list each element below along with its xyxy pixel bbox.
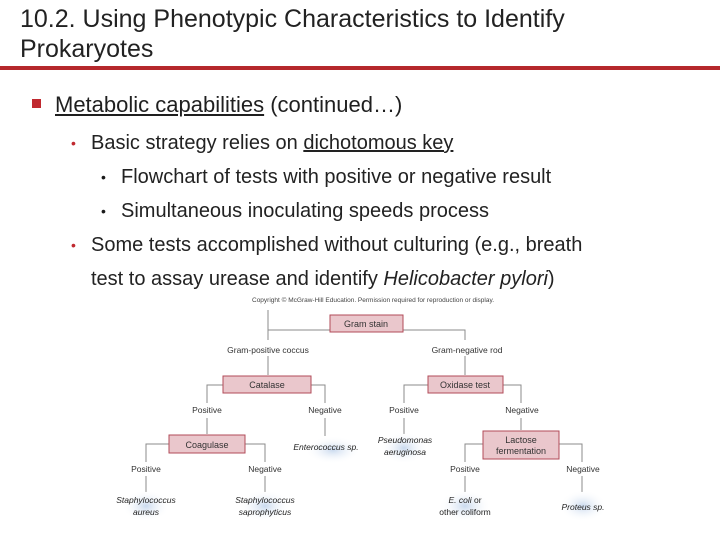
lactose-label-2: fermentation [495, 446, 547, 456]
bullet-strategy-underlined: dichotomous key [303, 132, 454, 154]
ecoli-label-2: other coliform [439, 507, 491, 517]
main-bullet [32, 92, 402, 118]
staph-aureus-label-1: Staphylococcus [116, 495, 176, 505]
proteus-label: Proteus sp. [561, 502, 605, 512]
slide-title: 10.2. Using Phenotypic Characteristics to Identify Prokaryotes [20, 5, 565, 63]
gram-positive-label: Gram-positive coccus [227, 345, 309, 355]
main-bullet-rest: (continued…) [264, 92, 403, 117]
main-bullet-underlined: Metabolic capabilities [55, 92, 265, 117]
square-bullet-icon [32, 99, 41, 108]
bullet-flowchart [101, 160, 552, 194]
dichotomous-key-figure [0, 290, 720, 540]
coagulase-positive-label: Positive [131, 464, 161, 474]
bullet-simultaneous-text: Simultaneous inoculating speeds process [121, 200, 489, 222]
pseudomonas-label-2: aeruginosa [383, 447, 427, 457]
oxidase-negative-label: Negative [505, 405, 539, 415]
bullet-strategy-prefix: Basic strategy relies on [91, 132, 304, 154]
bullet-culturing-line2-italic: Helicobacter pylori [383, 268, 548, 290]
bullet-culturing-line1: Some tests accomplished without culturing (e.g., breath [91, 234, 583, 256]
enterococcus-label: Enterococcus sp. [293, 442, 359, 452]
figure-copyright: Copyright © McGraw-Hill Education. Permission required for reproduction or display. [252, 297, 495, 304]
lactose-positive-label: Positive [450, 464, 480, 474]
coagulase-negative-label: Negative [248, 464, 282, 474]
gram-negative-label: Gram-negative rod [431, 345, 503, 355]
connector-leaves [146, 476, 582, 492]
bullet-culturing-line2-prefix: test to assay urease and identify [91, 268, 384, 290]
bullet-culturing [71, 228, 583, 296]
bullet-culturing-line2-suffix: ) [547, 268, 555, 290]
coagulase-label: Coagulase [185, 440, 229, 450]
catalase-negative-label: Negative [308, 405, 342, 415]
staph-sapro-label-2: saprophyticus [238, 507, 292, 517]
bullet-dot-icon: • [101, 203, 106, 219]
bullet-dot-icon: • [71, 135, 76, 151]
lactose-negative-label: Negative [566, 464, 600, 474]
ecoli-label-1 [448, 495, 481, 505]
bullet-simultaneous [101, 194, 489, 228]
title-divider [0, 66, 720, 70]
bullet-dot-icon: • [71, 237, 76, 253]
oxidase-label: Oxidase test [439, 380, 491, 390]
catalase-positive-label: Positive [192, 405, 222, 415]
staph-sapro-label-1: Staphylococcus [235, 495, 295, 505]
gram-stain-label: Gram stain [343, 319, 389, 329]
pseudomonas-label-1: Pseudomonas [377, 435, 433, 445]
bullet-dot-icon: • [101, 169, 106, 185]
ecoli-name: E. coli [448, 495, 472, 505]
oxidase-positive-label: Positive [389, 405, 419, 415]
catalase-label: Catalase [249, 380, 285, 390]
lactose-label-1: Lactose [505, 435, 537, 445]
bullet-strategy [71, 126, 454, 160]
staph-aureus-label-2: aureus [133, 507, 159, 517]
ecoli-or: or [471, 495, 482, 505]
bullet-flowchart-text: Flowchart of tests with positive or negative result [121, 166, 552, 188]
